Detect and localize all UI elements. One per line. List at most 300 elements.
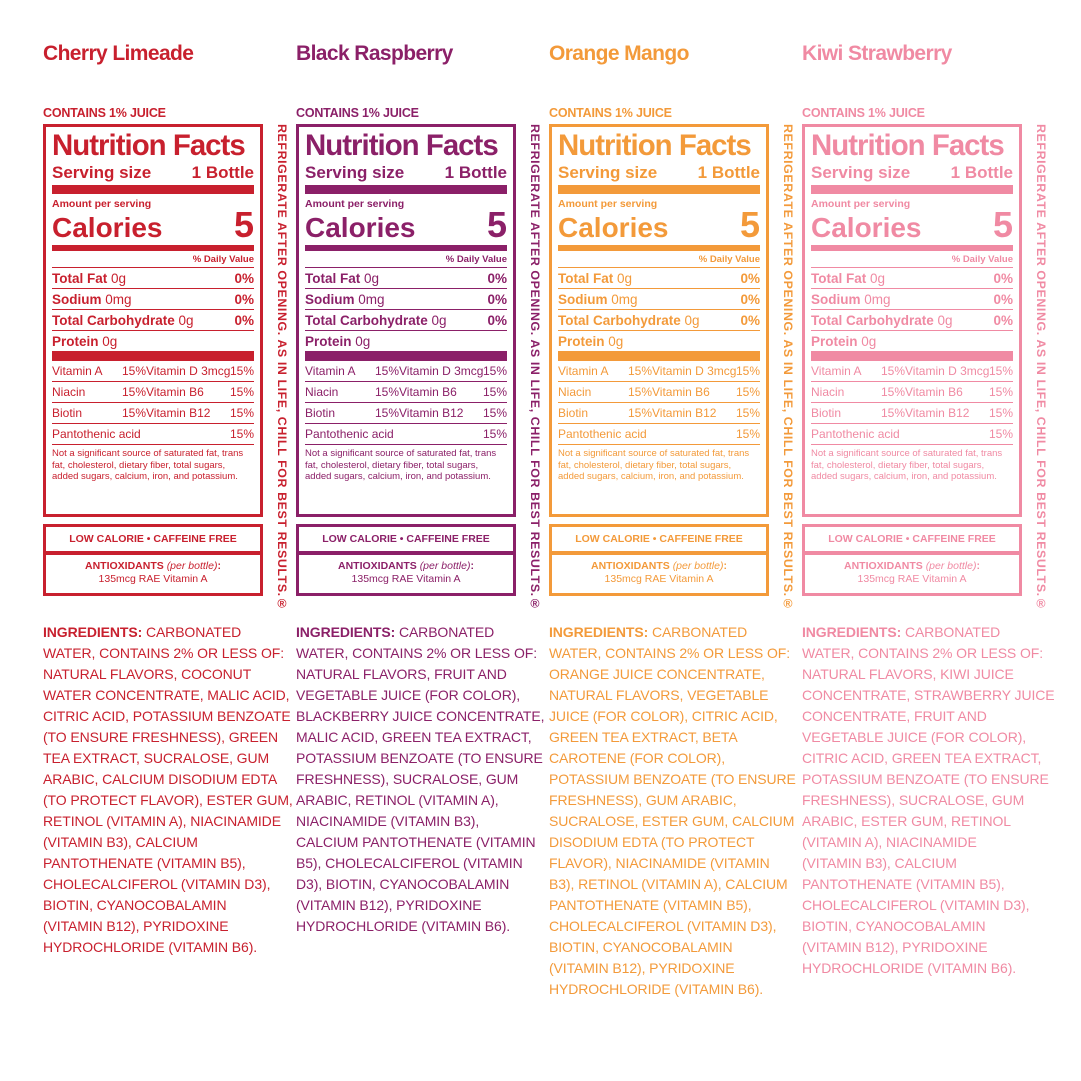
ingredients-line-text: HYDROCHLORIDE (VITAMIN B6).: [43, 939, 258, 955]
flavor-name: Cherry Limeade: [43, 42, 194, 65]
ingredients-line-text: CITRIC ACID, POTASSIUM BENZOATE: [43, 708, 291, 724]
vitamin-pct: 15%: [988, 406, 1013, 420]
ingredients-label: INGREDIENTS:: [802, 624, 902, 640]
ingredients-line: [549, 979, 794, 1000]
refrigerate-side-text: REFRIGERATE AFTER OPENING. AS IN LIFE, CHILL FOR BEST RESULTS.®: [275, 124, 289, 612]
ingredients-line: [296, 769, 541, 790]
ingredients-line-text: JUICE (FOR COLOR), CITRIC ACID,: [549, 708, 778, 724]
nutrition-facts-title: Nutrition Facts: [558, 129, 751, 162]
ingredients-line: [43, 769, 288, 790]
antioxidants-value: 135mcg RAE Vitamin A: [604, 573, 714, 585]
antioxidants-colon: :: [976, 560, 980, 572]
calories-label: Calories: [558, 212, 669, 243]
nutrient-daily-value: 0%: [993, 313, 1013, 328]
ingredients-line-text: CONCENTRATE, STRAWBERRY JUICE: [802, 687, 1055, 703]
nutrition-footnote: Not a significant source of saturated fat, trans fat, cholesterol, dietary fiber, total sugars, added sugars, calcium, iron, and potassium.: [305, 448, 497, 482]
ingredients-line-text: NATURAL FLAVORS, KIWI JUICE: [802, 666, 1014, 682]
serving-size-value: 1 Bottle: [444, 163, 507, 182]
nutrient-amount: 0g: [937, 313, 953, 328]
nutrient-amount: 0g: [355, 334, 371, 349]
vitamin-name: Vitamin A: [558, 364, 609, 378]
ingredients-line-text: (TO ENSURE FRESHNESS), GREEN: [43, 729, 278, 745]
pantothenic-pct: 15%: [229, 427, 254, 441]
low-calorie-badge: LOW CALORIE • CAFFEINE FREE: [802, 524, 1022, 554]
daily-value-label: % Daily Value: [951, 254, 1013, 265]
nutrient-row: [305, 331, 507, 361]
pantothenic-pct: 15%: [482, 427, 507, 441]
calories-value: 5: [992, 204, 1013, 245]
ingredients-text: [802, 622, 1055, 979]
ingredients-line-text: CONCENTRATE, FRUIT AND: [802, 708, 987, 724]
ingredients-line-text: BIOTIN, CYANOCOBALAMIN: [43, 897, 227, 913]
ingredients-line: [802, 643, 1047, 664]
ingredients-line: [549, 937, 794, 958]
vitamin-name: Vitamin B6: [146, 385, 204, 399]
ingredients-line: [549, 664, 794, 685]
vitamin-pct: 15%: [735, 385, 760, 399]
daily-value-label: % Daily Value: [445, 254, 507, 265]
ingredients-line-text: BIOTIN, CYANOCOBALAMIN: [802, 918, 986, 934]
vitamin-name: Vitamin D 3mcg: [652, 364, 737, 378]
ingredients-line: [549, 706, 794, 727]
antioxidants-value: 135mcg RAE Vitamin A: [98, 573, 208, 585]
nutrient-daily-value: 0%: [234, 271, 254, 286]
vitamin-name: Vitamin D 3mcg: [905, 364, 990, 378]
ingredients-line: [549, 748, 794, 769]
ingredients-line-text: SUCRALOSE, ESTER GUM, CALCIUM: [549, 813, 795, 829]
nutrient-amount: 0mg: [611, 292, 638, 307]
ingredients-line-text: (VITAMIN B3), CALCIUM: [43, 834, 198, 850]
nutrient-row: [811, 310, 1013, 331]
vitamin-pct: 15%: [627, 385, 652, 399]
nutrient-name-amount: [52, 334, 117, 349]
ingredients-line-text: ORANGE JUICE CONCENTRATE,: [549, 666, 765, 682]
ingredients-line-text: WATER, CONTAINS 2% OR LESS OF:: [43, 645, 284, 661]
nutrient-name-amount: [305, 271, 379, 286]
vitamin-row: [558, 361, 760, 382]
ingredients-line-text: POTASSIUM BENZOATE (TO ENSURE: [802, 771, 1049, 787]
vitamin-pct: 15%: [880, 406, 905, 420]
ingredients-line: [43, 643, 288, 664]
daily-value-label: % Daily Value: [698, 254, 760, 265]
ingredients-line: [549, 895, 794, 916]
ingredients-line: [296, 685, 541, 706]
ingredients-line: [296, 895, 541, 916]
antioxidants-label: ANTIOXIDANTS: [338, 560, 417, 572]
pantothenic-row: [558, 424, 760, 445]
nutrient-row: [811, 289, 1013, 310]
nutrient-list: [305, 268, 507, 361]
ingredients-line: [43, 706, 291, 727]
pantothenic-row: [52, 424, 254, 445]
ingredients-line-text: ARABIC, CALCIUM DISODIUM EDTA: [43, 771, 278, 787]
ingredients-line: [802, 937, 1047, 958]
pantothenic-row: [305, 424, 507, 445]
daily-value-header: [305, 251, 507, 268]
antioxidants-colon: :: [723, 560, 727, 572]
low-calorie-badge: LOW CALORIE • CAFFEINE FREE: [43, 524, 263, 554]
nutrient-amount: 0g: [684, 313, 700, 328]
vitamin-list: [52, 361, 254, 424]
nutrient-amount: 0g: [870, 271, 886, 286]
nutrient-amount: 0g: [617, 271, 633, 286]
ingredients-line-text: VEGETABLE JUICE (FOR COLOR),: [802, 729, 1027, 745]
ingredients-line: [296, 832, 541, 853]
daily-value-label: % Daily Value: [192, 254, 254, 265]
ingredients-line-text: BLACKBERRY JUICE CONCENTRATE,: [296, 708, 545, 724]
ingredients-line-text: PANTOTHENATE (VITAMIN B5),: [43, 855, 246, 871]
serving-size-row: [305, 163, 507, 194]
serving-size-label: Serving size: [558, 163, 658, 182]
ingredients-line: [43, 895, 288, 916]
vitamin-pct: 15%: [880, 364, 905, 378]
nutrient-row: [305, 289, 507, 310]
nutrient-daily-value: 0%: [234, 313, 254, 328]
ingredients-line: [549, 622, 794, 643]
nutrient-name-amount: [52, 313, 194, 328]
ingredients-line: [802, 769, 1047, 790]
ingredients-line-text: FRESHNESS), SUCRALOSE, GUM: [296, 771, 519, 787]
ingredients-line-text: NATURAL FLAVORS, COCONUT: [43, 666, 252, 682]
vitamin-name: Vitamin B12: [146, 406, 211, 420]
vitamin-row: [811, 403, 1013, 424]
flavor-column: [43, 0, 296, 1081]
ingredients-line: [549, 790, 794, 811]
pantothenic-row: [811, 424, 1013, 445]
pantothenic-pct: 15%: [988, 427, 1013, 441]
nutrition-facts-title: Nutrition Facts: [811, 129, 1004, 162]
ingredients-line-text: CHOLECALCIFEROL (VITAMIN D3),: [43, 876, 271, 892]
serving-size-value: 1 Bottle: [950, 163, 1013, 182]
vitamin-row: [305, 361, 507, 382]
serving-size-value: 1 Bottle: [697, 163, 760, 182]
nutrient-name-amount: [305, 292, 385, 307]
nutrition-facts-panel: [549, 124, 769, 517]
vitamin-name: Niacin: [558, 385, 592, 399]
ingredients-line-text: GREEN TEA EXTRACT, BETA: [549, 729, 738, 745]
vitamin-name: Biotin: [305, 406, 336, 420]
nutrient-name: Total Carbohydrate: [558, 313, 681, 328]
ingredients-line-text: WATER, CONTAINS 2% OR LESS OF:: [549, 645, 790, 661]
ingredients-line: [296, 643, 541, 664]
vitamin-row: [811, 382, 1013, 403]
ingredients-line: [296, 706, 545, 727]
vitamin-name: Vitamin A: [305, 364, 356, 378]
ingredients-line: [549, 916, 794, 937]
ingredients-line-text: B5), CHOLECALCIFEROL (VITAMIN: [296, 855, 523, 871]
flavor-name: Orange Mango: [549, 42, 689, 65]
ingredients-label: INGREDIENTS:: [296, 624, 396, 640]
nutrition-facts-panel: [802, 124, 1022, 517]
nutrient-row: [558, 331, 760, 361]
ingredients-line: [43, 622, 288, 643]
vitamin-list: [558, 361, 760, 424]
vitamin-pct: 15%: [988, 364, 1013, 378]
nutrient-daily-value: 0%: [487, 292, 507, 307]
ingredients-line: [43, 832, 288, 853]
vitamin-name: Biotin: [52, 406, 83, 420]
calories-label: Calories: [52, 212, 163, 243]
nutrition-facts-title: Nutrition Facts: [305, 129, 498, 162]
nutrient-daily-value: 0%: [487, 271, 507, 286]
ingredients-line-text: VEGETABLE JUICE (FOR COLOR),: [296, 687, 521, 703]
ingredients-line: [802, 853, 1047, 874]
ingredients-line-text: POTASSIUM BENZOATE (TO ENSURE: [549, 771, 796, 787]
nutrient-daily-value: 0%: [740, 271, 760, 286]
ingredients-line: [802, 664, 1047, 685]
vitamin-pct: 15%: [627, 364, 652, 378]
pantothenic-label: Pantothenic acid: [811, 427, 900, 441]
ingredients-line: [43, 937, 288, 958]
nutrient-name-amount: [811, 292, 891, 307]
ingredients-line-text: CALCIUM PANTOTHENATE (VITAMIN: [296, 834, 536, 850]
nutrition-facts-panel: [296, 124, 516, 517]
serving-size-row: [52, 163, 254, 194]
nutrient-row: [52, 268, 254, 289]
nutrient-name: Sodium: [52, 292, 102, 307]
vitamin-pct: 15%: [735, 364, 760, 378]
nutrient-list: [52, 268, 254, 361]
vitamin-pct: 15%: [374, 406, 399, 420]
ingredients-line-text: ARABIC, ESTER GUM, RETINOL: [802, 813, 1011, 829]
nutrient-name-amount: [811, 313, 953, 328]
nutrition-facts-panel: [43, 124, 263, 517]
ingredients-line-text: DISODIUM EDTA (TO PROTECT: [549, 834, 755, 850]
ingredients-line: [549, 958, 794, 979]
nutrition-footnote: Not a significant source of saturated fat, trans fat, cholesterol, dietary fiber, total sugars, added sugars, calcium, iron, and potassium.: [52, 448, 244, 482]
ingredients-line-text: CARBONATED: [904, 624, 1001, 640]
ingredients-label: INGREDIENTS:: [43, 624, 143, 640]
refrigerate-side-text: REFRIGERATE AFTER OPENING. AS IN LIFE, CHILL FOR BEST RESULTS.®: [528, 124, 542, 612]
ingredients-line-text: FRESHNESS), SUCRALOSE, GUM: [802, 792, 1025, 808]
nutrient-name-amount: [811, 271, 885, 286]
vitamin-name: Niacin: [52, 385, 86, 399]
vitamin-name: Vitamin A: [811, 364, 862, 378]
daily-value-header: [52, 251, 254, 268]
ingredients-line: [549, 853, 794, 874]
nutrient-amount: 0g: [364, 271, 380, 286]
ingredients-line: [549, 727, 794, 748]
low-calorie-badge: LOW CALORIE • CAFFEINE FREE: [549, 524, 769, 554]
nutrient-amount: 0g: [608, 334, 624, 349]
nutrient-daily-value: 0%: [234, 292, 254, 307]
antioxidants-note: (per bottle): [925, 560, 977, 572]
vitamin-row: [305, 382, 507, 403]
vitamin-pct: 15%: [229, 406, 254, 420]
vitamin-pct: 15%: [229, 385, 254, 399]
nutrient-row: [811, 268, 1013, 289]
ingredients-line-text: (VITAMIN B12), PYRIDOXINE: [549, 960, 735, 976]
ingredients-line: [296, 811, 541, 832]
vitamin-row: [811, 361, 1013, 382]
calories-value: 5: [233, 204, 254, 245]
nutrient-name: Total Fat: [305, 271, 361, 286]
vitamin-name: Vitamin B12: [905, 406, 970, 420]
pantothenic-label: Pantothenic acid: [305, 427, 394, 441]
flavor-column: [802, 0, 1055, 1081]
vitamin-pct: 15%: [988, 385, 1013, 399]
ingredients-line: [549, 832, 794, 853]
ingredients-line-text: NATURAL FLAVORS, FRUIT AND: [296, 666, 507, 682]
nutrient-amount: 0g: [102, 334, 118, 349]
vitamin-list: [811, 361, 1013, 424]
vitamin-pct: 15%: [482, 364, 507, 378]
ingredients-line: [802, 748, 1047, 769]
ingredients-line-text: POTASSIUM BENZOATE (TO ENSURE: [296, 750, 543, 766]
ingredients-line-text: WATER, CONTAINS 2% OR LESS OF:: [296, 645, 537, 661]
ingredients-line-text: HYDROCHLORIDE (VITAMIN B6).: [549, 981, 764, 997]
amount-per-serving: Amount per serving: [558, 198, 658, 210]
serving-size-row: [558, 163, 760, 194]
vitamin-pct: 15%: [121, 406, 146, 420]
antioxidants-note: (per bottle): [166, 560, 218, 572]
antioxidants-box: [43, 552, 263, 596]
pantothenic-pct: 15%: [735, 427, 760, 441]
ingredients-line-text: TEA EXTRACT, SUCRALOSE, GUM: [43, 750, 270, 766]
nutrient-row: [811, 331, 1013, 361]
calories-label: Calories: [305, 212, 416, 243]
nutrient-name: Total Fat: [52, 271, 108, 286]
nutrient-daily-value: 0%: [487, 313, 507, 328]
nutrition-footnote: Not a significant source of saturated fat, trans fat, cholesterol, dietary fiber, total sugars, added sugars, calcium, iron, and potassium.: [811, 448, 1003, 482]
ingredients-line-text: PANTOTHENATE (VITAMIN B5),: [802, 876, 1005, 892]
nutrient-row: [558, 310, 760, 331]
ingredients-line: [296, 790, 541, 811]
nutrient-name: Total Carbohydrate: [52, 313, 175, 328]
vitamin-pct: 15%: [121, 385, 146, 399]
juice-content-note: CONTAINS 1% JUICE: [802, 106, 925, 120]
vitamin-name: Vitamin B6: [905, 385, 963, 399]
nutrient-name-amount: [52, 271, 126, 286]
nutrient-name: Total Fat: [811, 271, 867, 286]
ingredients-line-text: CITRIC ACID, GREEN TEA EXTRACT,: [802, 750, 1042, 766]
daily-value-header: [811, 251, 1013, 268]
ingredients-line: [802, 727, 1047, 748]
ingredients-line-text: D3), BIOTIN, CYANOCOBALAMIN: [296, 876, 510, 892]
nutrient-name-amount: [52, 292, 132, 307]
nutrient-name: Sodium: [305, 292, 355, 307]
nutrient-name-amount: [811, 334, 876, 349]
nutrient-row: [305, 310, 507, 331]
nutrient-amount: 0g: [431, 313, 447, 328]
ingredients-line-text: PANTOTHENATE (VITAMIN B5),: [549, 897, 752, 913]
flavor-name: Kiwi Strawberry: [802, 42, 952, 65]
juice-content-note: CONTAINS 1% JUICE: [549, 106, 672, 120]
nutrient-daily-value: 0%: [993, 271, 1013, 286]
antioxidants-note: (per bottle): [419, 560, 471, 572]
nutrient-amount: 0g: [111, 271, 127, 286]
amount-per-serving: Amount per serving: [811, 198, 911, 210]
nutrient-name: Total Fat: [558, 271, 614, 286]
vitamin-row: [52, 382, 254, 403]
vitamin-pct: 15%: [735, 406, 760, 420]
ingredients-line-text: CARBONATED: [145, 624, 242, 640]
ingredients-line-text: HYDROCHLORIDE (VITAMIN B6).: [802, 960, 1017, 976]
vitamin-row: [558, 403, 760, 424]
vitamin-name: Niacin: [811, 385, 845, 399]
nutrient-name: Protein: [558, 334, 605, 349]
pantothenic-label: Pantothenic acid: [558, 427, 647, 441]
ingredients-text: [549, 622, 794, 1000]
calories-value: 5: [486, 204, 507, 245]
vitamin-row: [305, 403, 507, 424]
ingredients-line: [43, 916, 288, 937]
ingredients-line: [549, 811, 794, 832]
ingredients-line: [549, 685, 794, 706]
low-calorie-badge: LOW CALORIE • CAFFEINE FREE: [296, 524, 516, 554]
nutrient-daily-value: 0%: [993, 292, 1013, 307]
refrigerate-side-text: REFRIGERATE AFTER OPENING. AS IN LIFE, CHILL FOR BEST RESULTS.®: [1034, 124, 1048, 612]
ingredients-line: [296, 853, 541, 874]
vitamin-list: [305, 361, 507, 424]
ingredients-line: [43, 790, 293, 811]
nutrient-row: [558, 289, 760, 310]
antioxidants-label: ANTIOXIDANTS: [85, 560, 164, 572]
juice-content-note: CONTAINS 1% JUICE: [296, 106, 419, 120]
ingredients-line: [296, 664, 541, 685]
ingredients-line: [43, 811, 288, 832]
ingredients-line: [802, 685, 1055, 706]
flavor-column: [296, 0, 549, 1081]
nutrient-name-amount: [558, 292, 638, 307]
antioxidants-value: 135mcg RAE Vitamin A: [351, 573, 461, 585]
ingredients-line-text: MALIC ACID, GREEN TEA EXTRACT,: [296, 729, 532, 745]
ingredients-line: [43, 664, 288, 685]
ingredients-text: [296, 622, 545, 937]
ingredients-line-text: CHOLECALCIFEROL (VITAMIN D3),: [802, 897, 1030, 913]
nutrient-list: [811, 268, 1013, 361]
ingredients-line: [802, 706, 1047, 727]
ingredients-line: [296, 874, 541, 895]
ingredients-line-text: WATER CONCENTRATE, MALIC ACID,: [43, 687, 290, 703]
nutrient-name-amount: [558, 271, 632, 286]
vitamin-name: Vitamin B12: [652, 406, 717, 420]
nutrient-amount: 0g: [861, 334, 877, 349]
nutrient-name-amount: [305, 334, 370, 349]
ingredients-line-text: WATER, CONTAINS 2% OR LESS OF:: [802, 645, 1043, 661]
ingredients-line: [802, 811, 1047, 832]
vitamin-name: Vitamin D 3mcg: [399, 364, 484, 378]
antioxidants-box: [549, 552, 769, 596]
antioxidants-value: 135mcg RAE Vitamin A: [857, 573, 967, 585]
flavor-column: [549, 0, 802, 1081]
vitamin-name: Biotin: [811, 406, 842, 420]
vitamin-pct: 15%: [374, 364, 399, 378]
ingredients-line: [43, 685, 288, 706]
ingredients-line-text: CAROTENE (FOR COLOR),: [549, 750, 726, 766]
ingredients-line: [549, 874, 794, 895]
ingredients-line-text: BIOTIN, CYANOCOBALAMIN: [549, 939, 733, 955]
nutrient-list: [558, 268, 760, 361]
vitamin-pct: 15%: [482, 406, 507, 420]
nutrient-name-amount: [558, 334, 623, 349]
ingredients-line: [43, 748, 288, 769]
ingredients-line-text: NATURAL FLAVORS, VEGETABLE: [549, 687, 769, 703]
ingredients-line: [802, 790, 1047, 811]
ingredients-line-text: CARBONATED: [398, 624, 495, 640]
nutrient-name-amount: [558, 313, 700, 328]
calories-label: Calories: [811, 212, 922, 243]
vitamin-name: Vitamin A: [52, 364, 103, 378]
nutrient-name: Sodium: [558, 292, 608, 307]
antioxidants-box: [296, 552, 516, 596]
antioxidants-label: ANTIOXIDANTS: [844, 560, 923, 572]
serving-size-label: Serving size: [52, 163, 152, 182]
ingredients-line-text: FLAVOR), NIACINAMIDE (VITAMIN: [549, 855, 770, 871]
nutrient-row: [305, 268, 507, 289]
juice-content-note: CONTAINS 1% JUICE: [43, 106, 166, 120]
ingredients-line-text: (VITAMIN B12), PYRIDOXINE: [43, 918, 229, 934]
